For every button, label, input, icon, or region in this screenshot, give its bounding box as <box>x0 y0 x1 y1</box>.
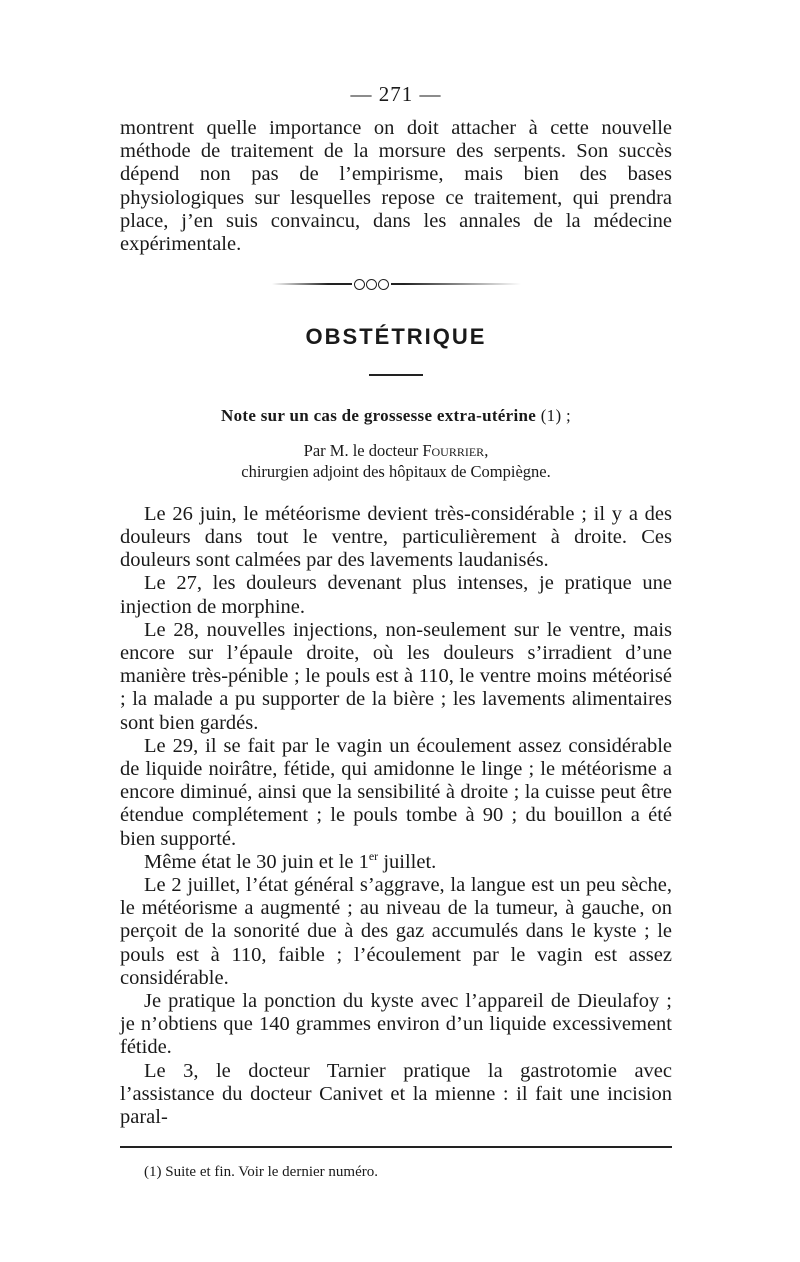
article-title-footnote-ref: (1) ; <box>540 405 571 425</box>
footnote-rule <box>120 1146 672 1148</box>
article-title-text: Note sur un cas de grossesse extra-utérine <box>221 405 537 425</box>
page-number: — 271 — <box>350 82 442 106</box>
article-title <box>120 406 672 426</box>
paragraph-june-27: Le 27, les douleurs devenant plus intenses, je pratique une injection de morphine. <box>120 572 672 618</box>
article-body <box>120 503 672 1129</box>
byline-prefix: Par M. le docteur <box>303 440 419 460</box>
document-page <box>120 82 672 1181</box>
paragraph-june-28: Le 28, nouvelles injections, non-seulement sur le ventre, mais encore sur l’épaule droite, où les douleurs s’irradient d’une manière très-pénible ; le pouls est à 110, le ventre moins météorisé ; la malade a pu supporter de la bière ; les lavements alimentaires sont bien gardés. <box>120 618 672 734</box>
section-title: OBSTÉTRIQUE <box>305 324 487 350</box>
same-state-before: Même état le 30 juin et le 1 <box>144 850 369 873</box>
intro-paragraph: montrent quelle importance on doit attacher à cette nouvelle méthode de traitement de la morsure des serpents. Son succès dépend non pas de l’empirisme, mais bien des bases physiologiques sur lesquelles repose ce traitement, qui prendra place, j’en suis convaincu, dans les annales de la médecine expérimentale. <box>120 117 672 256</box>
paragraph-july-2: Le 2 juillet, l’état général s’aggrave, la langue est un peu sèche, le météorisme a augmenté ; au niveau de la tumeur, à gauche, on perçoit de la sonorité due à des gaz accumulés dans le kyste ; le pouls est à 110, faible ; l’écoulement par le vagin est assez considérable. <box>120 873 672 989</box>
paragraph-june-29: Le 29, il se fait par le vagin un écoulement assez considérable de liquide noirâtre, fétide, qui amidonne le linge ; le météorisme a encore diminué, ainsi que la sensibilité à droite ; la cuisse peut être étendue complétement ; le pouls tombe à 90 ; du bouillon a été bien supporté. <box>120 734 672 850</box>
byline <box>120 440 672 482</box>
paragraph-june-30 <box>120 848 672 874</box>
byline-suffix: , <box>484 440 489 460</box>
paragraph-june-26: Le 26 juin, le météorisme devient très-considérable ; il y a des douleurs dans tout le ventre, particulièrement à droite. Ces douleurs sont calmées par des lavements laudanisés. <box>120 502 672 572</box>
paragraph-puncture: Je pratique la ponction du kyste avec l’appareil de Dieulafoy ; je n’obtiens que 140 grammes environ d’un liquide excessivement fétide. <box>120 989 672 1059</box>
paragraph-july-3: Le 3, le docteur Tarnier pratique la gastrotomie avec l’assistance du docteur Canivet et la mienne : il fait une incision paral- <box>120 1059 672 1128</box>
title-rule <box>369 374 423 376</box>
ornamental-divider-icon <box>120 278 672 290</box>
same-state-after: juillet. <box>378 850 437 873</box>
author-name: Fourrier <box>422 440 485 460</box>
same-state-sup: er <box>368 848 379 863</box>
footnote: (1) Suite et fin. Voir le dernier numéro. <box>144 1163 378 1180</box>
author-affiliation: chirurgien adjoint des hôpitaux de Compiègne. <box>241 461 551 481</box>
